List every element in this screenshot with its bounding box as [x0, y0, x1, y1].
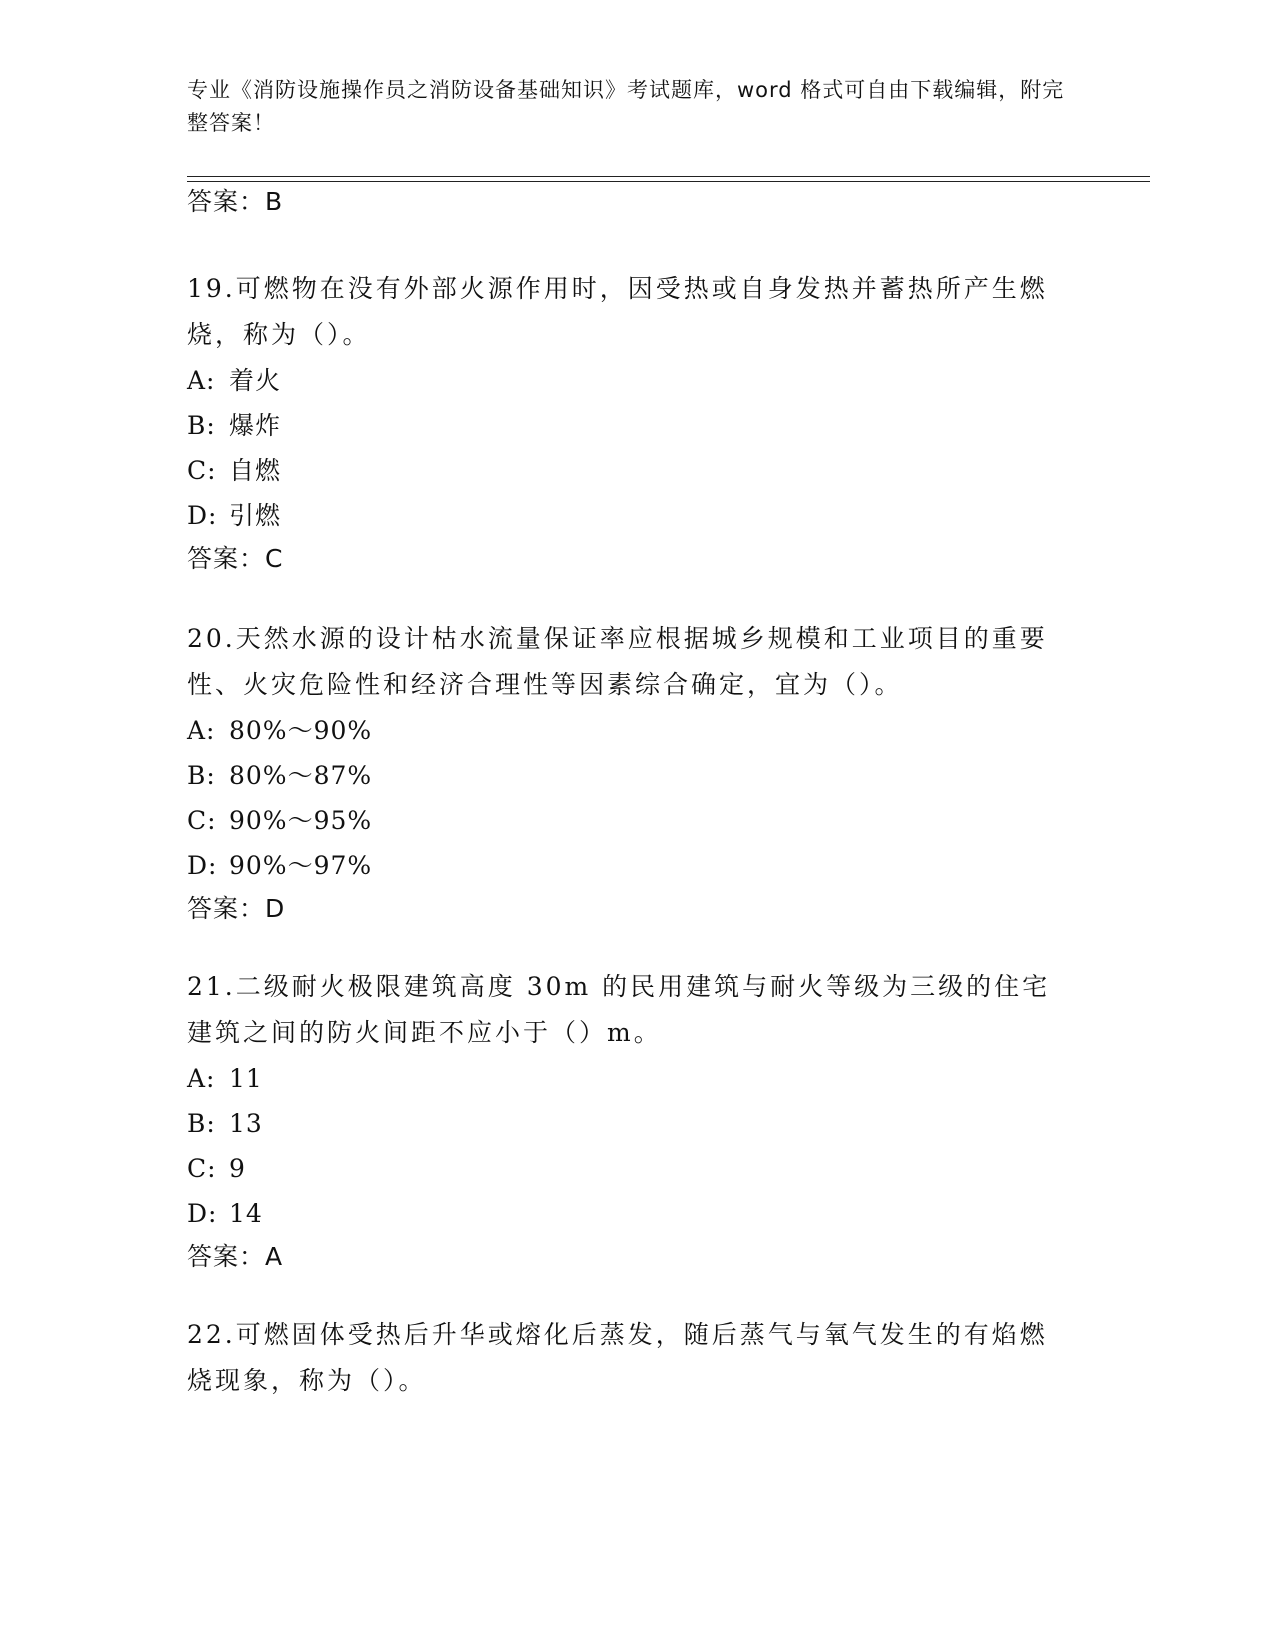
option-b — [187, 403, 1087, 448]
option-key: C: — [187, 456, 217, 485]
question-21 — [187, 964, 1087, 1273]
option-a — [187, 1056, 1087, 1101]
option-c — [187, 448, 1087, 493]
option-key: C: — [187, 806, 217, 835]
option-key: D: — [187, 851, 218, 880]
question-20 — [187, 616, 1087, 925]
header-divider-top — [187, 176, 1150, 177]
option-key: A: — [187, 716, 216, 745]
option-c — [187, 1146, 1087, 1191]
option-key: D: — [187, 501, 218, 530]
option-c — [187, 798, 1087, 843]
answer-line: 答案：A — [187, 1242, 284, 1271]
option-d — [187, 1191, 1087, 1236]
option-text: 14 — [229, 1199, 263, 1228]
previous-answer: 答案：B — [187, 187, 284, 216]
option-key: B: — [187, 761, 216, 790]
option-text: 自燃 — [229, 456, 282, 485]
question-19 — [187, 266, 1087, 575]
option-text: 9 — [229, 1154, 246, 1183]
option-key: B: — [187, 1109, 216, 1138]
answer-line: 答案：C — [187, 544, 284, 573]
option-text: 80%～87% — [229, 761, 373, 790]
header-divider-bottom — [187, 181, 1150, 182]
question-stem: 20.天然水源的设计枯水流量保证率应根据城乡规模和工业项目的重要性、火灾危险性和经济合理性等因素综合确定，宜为（）。 — [187, 624, 1048, 699]
question-22 — [187, 1312, 1087, 1404]
option-a — [187, 358, 1087, 403]
option-b — [187, 1101, 1087, 1146]
option-key: D: — [187, 1199, 218, 1228]
option-key: A: — [187, 366, 216, 395]
answer-line: 答案：D — [187, 894, 286, 923]
option-key: C: — [187, 1154, 217, 1183]
option-d — [187, 493, 1087, 538]
question-stem: 21.二级耐火极限建筑高度 30m 的民用建筑与耐火等级为三级的住宅建筑之间的防火间距不应小于（）m。 — [187, 972, 1051, 1047]
option-a — [187, 708, 1087, 753]
document-header: 专业《消防设施操作员之消防设备基础知识》考试题库，word 格式可自由下载编辑，附完整答案！ — [187, 78, 1065, 135]
option-text: 爆炸 — [229, 411, 282, 440]
option-b — [187, 753, 1087, 798]
question-stem: 19.可燃物在没有外部火源作用时，因受热或自身发热并蓄热所产生燃烧，称为（）。 — [187, 274, 1048, 349]
option-text: 13 — [229, 1109, 263, 1138]
option-text: 引燃 — [229, 501, 282, 530]
option-d — [187, 843, 1087, 888]
question-stem: 22.可燃固体受热后升华或熔化后蒸发，随后蒸气与氧气发生的有焰燃烧现象，称为（）。 — [187, 1320, 1048, 1395]
option-text: 80%～90% — [229, 716, 373, 745]
option-text: 90%～97% — [229, 851, 373, 880]
option-key: B: — [187, 411, 216, 440]
option-key: A: — [187, 1064, 216, 1093]
option-text: 90%～95% — [229, 806, 373, 835]
option-text: 11 — [229, 1064, 263, 1093]
option-text: 着火 — [229, 366, 282, 395]
